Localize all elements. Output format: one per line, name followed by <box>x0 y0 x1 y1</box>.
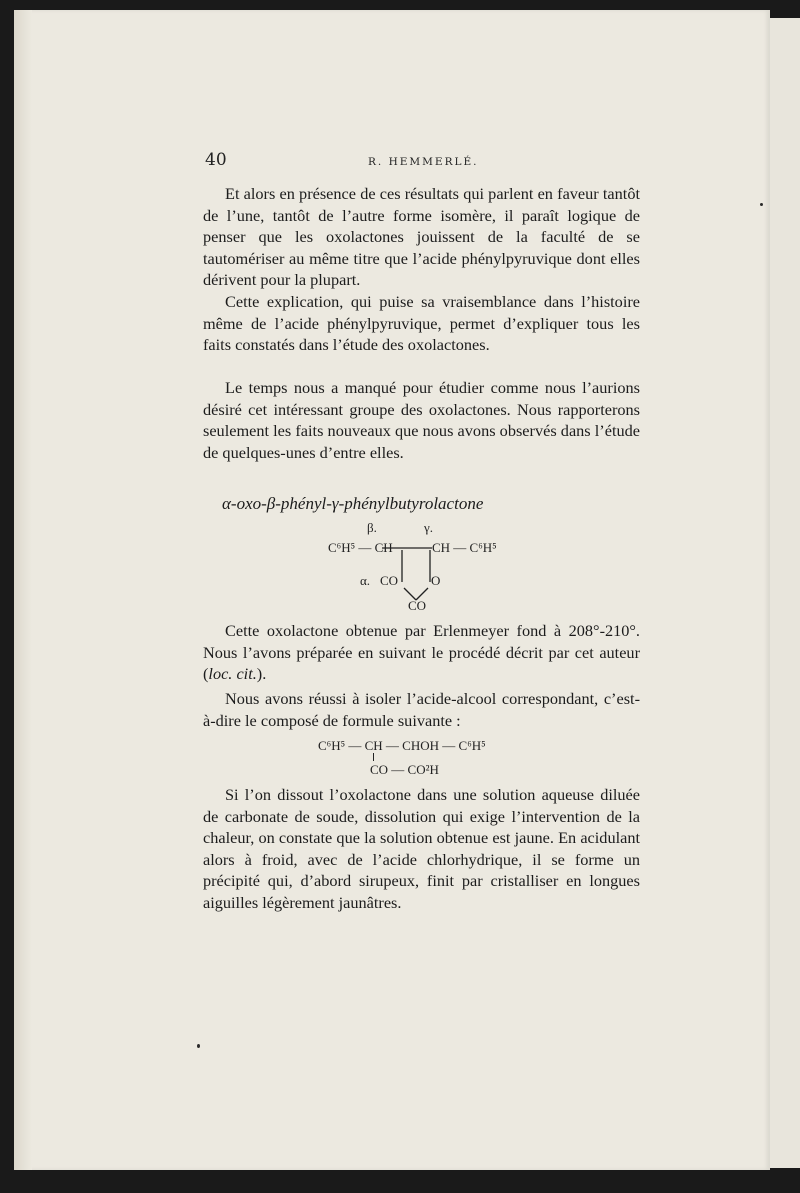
alpha-label: α. <box>360 573 371 588</box>
formula-line-1: C⁶H⁵ — CH — CHOH — C⁶H⁵ <box>318 738 486 753</box>
co-left: CO <box>380 573 399 588</box>
o-right: O <box>431 573 441 588</box>
compound-caption: α-oxo-β-phényl-γ-phénylbutyrolactone <box>222 494 484 513</box>
co-bottom: CO <box>408 598 427 613</box>
formula-bond <box>373 753 374 761</box>
paragraph-3: Le temps nous a manqué pour étudier comme nous l’aurions désiré cet intéressant groupe des oxolactones. Nous rapporterons seulement les faits nouveaux que nous avons observés dans l’étude de quelques-unes d’entre elles. <box>203 378 640 462</box>
paragraph-melting-point-end: ). <box>256 664 267 683</box>
speck-mark <box>760 203 763 206</box>
running-title: R. HEMMERLÉ. <box>368 156 479 168</box>
page-gutter-shadow <box>14 10 32 1170</box>
page-number: 40 <box>205 150 227 170</box>
paragraph-acid-alcohol: Nous avons réussi à isoler l’acide-alcool correspondant, c’est-à-dire le composé de formule suivante : <box>203 689 640 730</box>
paragraph-final: Si l’on dissout l’oxolactone dans une solution aqueuse diluée de carbonate de soude, dissolution qui exige l’intervention de la chaleur, on constate que la solution obtenue est jaune. En acidulant alors à froid, avec de l’acide chlorhydrique, il se forme un précipité qui, d’abord sirupeux, finit par cristalliser en longues aiguilles légèrement jaunâtres. <box>203 785 640 912</box>
facing-page-edge <box>766 18 800 1168</box>
lactone-structure-formula <box>320 520 560 620</box>
paragraph-1: Et alors en présence de ces résultats qui parlent en faveur tantôt de l’une, tantôt de l’autre forme isomère, il paraît logique de penser que les oxolactones jouissent de la faculté de se tautomériser au même titre que l’acide phénylpyruvique dont elles dérivent pour la plupart. <box>203 184 640 289</box>
right-group: CH — C⁶H⁵ <box>432 540 497 555</box>
formula-line-2: CO — CO²H <box>370 762 439 777</box>
speck-mark <box>197 1044 200 1048</box>
paragraph-2: Cette explication, qui puise sa vraisemblance dans l’histoire même de l’acide phénylpyruvique, permet d’expliquer tous les faits constatés dans l’étude des oxolactones. <box>203 292 640 354</box>
beta-label: β. <box>367 520 377 535</box>
lactone-ring-bonds <box>320 520 560 620</box>
loc-cit: loc. cit. <box>208 664 257 683</box>
gamma-label: γ. <box>424 520 433 535</box>
paragraph-melting-point <box>203 620 640 685</box>
left-group: C⁶H⁵ — CH <box>328 540 393 555</box>
paragraph-melting-point-main: Cette oxolactone obtenue par Erlenmeyer fond à 208°-210°. Nous l’avons préparée en suivant le procédé décrit par cet auteur ( <box>203 621 640 683</box>
page-header <box>205 150 765 178</box>
